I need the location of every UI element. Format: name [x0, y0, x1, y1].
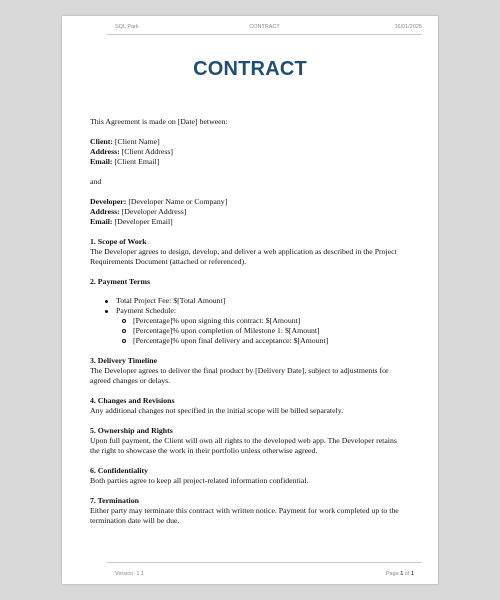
section-confidentiality	[90, 466, 422, 486]
section-scope-of-work	[90, 237, 422, 267]
page-number	[386, 571, 414, 577]
section-text-line: agreed changes or delays.	[90, 376, 171, 385]
section-heading: 1. Scope of Work	[90, 237, 147, 246]
section-payment-terms	[90, 277, 422, 346]
document-page	[62, 16, 438, 584]
client-label: Client:	[90, 137, 113, 146]
header-left-text: SQL Park	[115, 24, 139, 30]
list-item	[116, 306, 422, 346]
developer-block	[90, 197, 422, 227]
payment-schedule-list	[116, 316, 422, 346]
section-changes-and-revisions	[90, 396, 422, 416]
document-title: CONTRACT	[193, 58, 307, 80]
client-line	[90, 137, 422, 147]
header-center-text: CONTRACT	[249, 24, 280, 30]
intro-text: This Agreement is made on [Date] between:	[90, 117, 228, 126]
client-name: [Client Name]	[112, 137, 160, 146]
client-address-line	[90, 147, 422, 157]
section-text-line: The Developer agrees to design, develop, and deliver a web application as described in the Project	[90, 247, 397, 256]
developer-address-label: Address:	[90, 207, 120, 216]
section-text-line: The Developer agrees to deliver the final product by [Delivery Date], subject to adjustments for	[90, 366, 389, 375]
section-termination	[90, 496, 422, 526]
client-block	[90, 137, 422, 167]
section-text-line: Requirements Document (attached or referenced).	[90, 257, 247, 266]
section-text-line: Either party may terminate this contract with written notice. Payment for work completed up to the	[90, 506, 399, 515]
developer-label: Developer:	[90, 197, 127, 206]
header-divider	[107, 34, 422, 35]
client-address-label: Address:	[90, 147, 120, 156]
list-item: Total Project Fee: $[Total Amount]	[116, 296, 422, 306]
list-item: [Percentage]% upon final delivery and acceptance: $[Amount]	[133, 336, 422, 346]
header-date: 16/01/2025	[394, 24, 422, 30]
section-ownership-and-rights	[90, 426, 422, 456]
section-heading: 6. Confidentiality	[90, 466, 149, 475]
section-text-line: Any additional changes not specified in the initial scope will be billed separately.	[90, 406, 344, 415]
section-heading: 2. Payment Terms	[90, 277, 150, 286]
payment-list	[90, 296, 422, 346]
list-item: [Percentage]% upon completion of Milestone 1: $[Amount]	[133, 326, 422, 336]
list-item: [Percentage]% upon signing this contract: $[Amount]	[133, 316, 422, 326]
developer-email-line	[90, 217, 422, 227]
client-email-label: Email:	[90, 157, 113, 166]
payment-schedule-label: Payment Schedule:	[116, 306, 176, 315]
page-prefix: Page	[385, 571, 401, 577]
version-label: Version: 1.1	[115, 571, 145, 577]
developer-name: [Developer Name or Company]	[126, 197, 228, 206]
page-of: of	[403, 571, 411, 577]
section-text-line: the right to showcase the work in their portfolio unless otherwise agreed.	[90, 446, 318, 455]
section-text-line: Both parties agree to keep all project-related information confidential.	[90, 476, 309, 485]
and-text: and	[90, 177, 102, 186]
footer-divider	[107, 562, 422, 563]
page-total: 1	[410, 571, 414, 577]
developer-address-line	[90, 207, 422, 217]
section-text-line: termination date will be due.	[90, 516, 180, 525]
developer-email-label: Email:	[90, 217, 113, 226]
client-address: [Client Address]	[119, 147, 174, 156]
section-heading: 5. Ownership and Rights	[90, 426, 173, 435]
section-heading: 4. Changes and Revisions	[90, 396, 175, 405]
client-email: [Client Email]	[112, 157, 160, 166]
page-current: 1	[400, 571, 404, 577]
section-heading: 3. Delivery Timeline	[90, 356, 158, 365]
section-text-line: Upon full payment, the Client will own all rights to the developed web app. The Developer retains	[90, 436, 397, 445]
developer-address: [Developer Address]	[119, 207, 187, 216]
section-heading: 7. Termination	[90, 496, 139, 505]
developer-email: [Developer Email]	[112, 217, 173, 226]
developer-line	[90, 197, 422, 207]
section-delivery-timeline	[90, 356, 422, 386]
client-email-line	[90, 157, 422, 167]
document-body	[90, 117, 422, 526]
